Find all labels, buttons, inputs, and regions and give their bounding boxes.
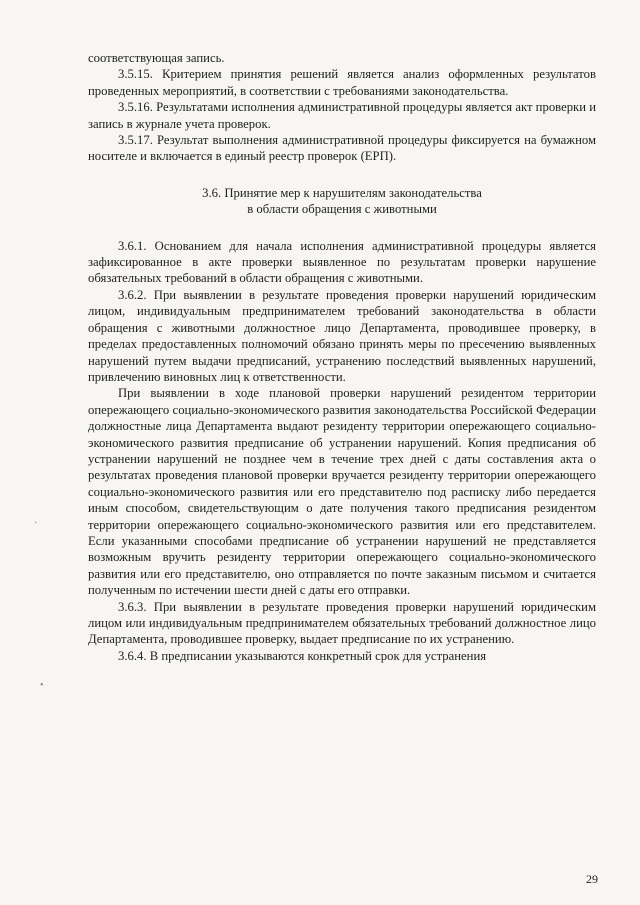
paragraph-3-5-15: 3.5.15. Критерием принятия решений является анализ оформленных результатов проведенных мероприятий, в соответствии с требованиями законодательства. bbox=[88, 67, 596, 98]
paragraph-3-5-16: 3.5.16. Результатами исполнения административной процедуры является акт проверки и запись в журнале учета проверок. bbox=[88, 100, 596, 131]
document-body bbox=[88, 50, 596, 664]
section-heading bbox=[88, 185, 596, 218]
paragraph-3-6-2: 3.6.2. При выявлении в результате проведения проверки нарушений юридическим лицом, индивидуальным предпринимателем требований законодательства в области обращения с животными должностное лицо Департамента, проводившее проверку, в пределах предоставленных полномочий обязано принять меры по пресечению выявленных нарушений путем выдачи предписаний, устранению последствий выявленных нарушений, привлечению виновных лиц к ответственности. bbox=[88, 287, 596, 384]
section-heading-line1: 3.6. Принятие мер к нарушителям законодательства bbox=[202, 185, 482, 200]
page-number: 29 bbox=[586, 872, 598, 886]
paragraph-continuation: соответствующая запись. bbox=[88, 51, 225, 65]
paragraph-3-6-1: 3.6.1. Основанием для начала исполнения административной процедуры является зафиксированное в акте проверки выявленное по результатам проверки нарушение обязательных требований в области обращения с животными. bbox=[88, 238, 596, 286]
paragraph-3-5-17: 3.5.17. Результат выполнения административной процедуры фиксируется на бумажном носителе и включается в единый реестр проверок (ЕРП). bbox=[88, 133, 596, 164]
paragraph-resident: При выявлении в ходе плановой проверки нарушений резидентом территории опережающего социально-экономического развития законодательства Российской Федерации должностные лица Департамента выдают резиденту территории опережающего социально-экономического развития предписание об устранении нарушений. Копия предписания об устранении нарушений не позднее чем в течение трех дней с даты составления акта о результатах проведения плановой проверки вручается резиденту территории опережающего социально-экономического развития или его представителю под расписку либо передается иным способом, свидетельствующим о дате получения такого предписания резидентом территории опережающего социально-экономического развития или его представителем. Если указанными способами предписание об устранении нарушений не представляется возможным вручить резиденту территории опережающего социально-экономического развития или его представителю, оно отправляется по почте заказным письмом и считается полученным по истечении шести дней с даты его отправки. bbox=[88, 386, 596, 598]
scan-speck: · bbox=[34, 518, 38, 529]
section-heading-line2: в области обращения с животными bbox=[247, 202, 437, 217]
paragraph-3-6-4: 3.6.4. В предписании указываются конкретный срок для устранения bbox=[118, 648, 487, 663]
scan-speck: • bbox=[40, 680, 44, 691]
paragraph-3-6-3: 3.6.3. При выявлении в результате проведения проверки нарушений юридическим лицом или индивидуальным предпринимателем обязательных требований должностное лицо Департамента, проводившее проверку, выдает предписание по их устранению. bbox=[88, 599, 596, 647]
